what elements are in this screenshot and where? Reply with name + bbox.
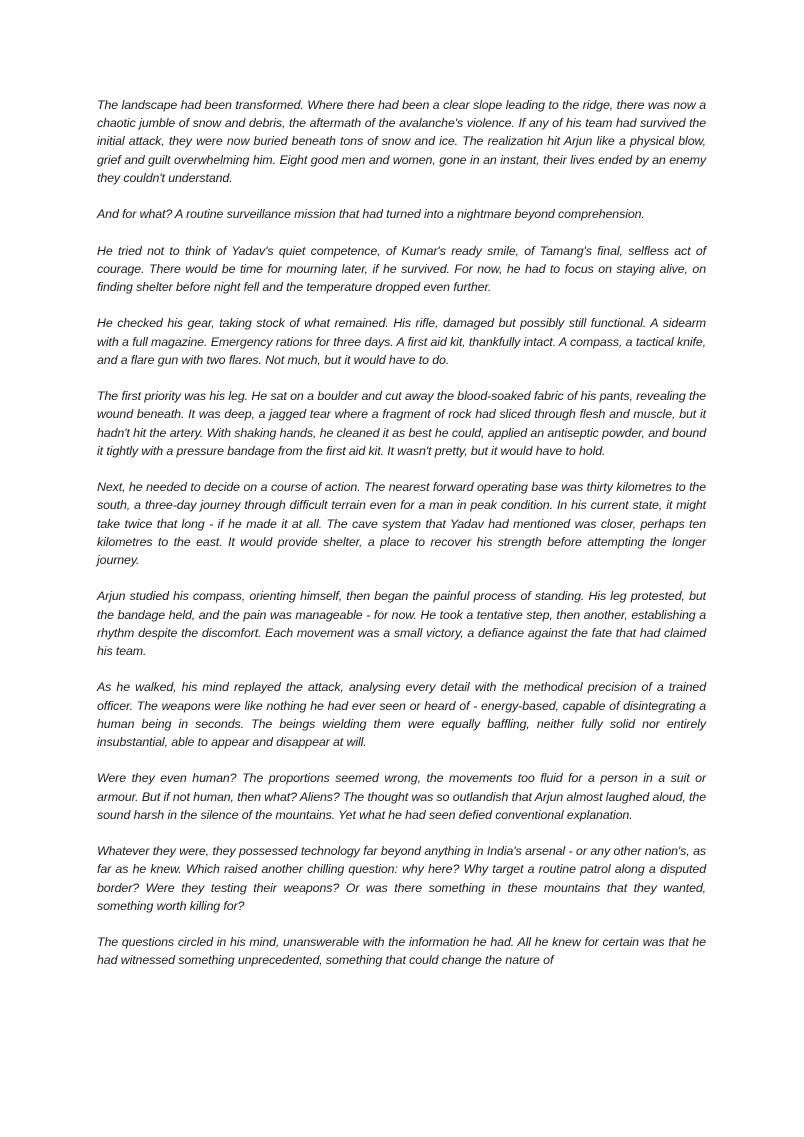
paragraph-6: Next, he needed to decide on a course of action. The nearest forward operating base was thirty kilometres to the south, a three-day journey through difficult terrain even for a man in peak condition. In his current state, it might take twice that long - if he made it at all. The cave system that Yadav had mentioned was closer, perhaps ten kilometres to the east. It would provide shelter, a place to recover his strength before attempting the longer journey. <box>97 480 706 567</box>
paragraph-7: Arjun studied his compass, orienting himself, then began the painful process of standing. His leg protested, but the bandage held, and the pain was manageable - for now. He took a tentative step, then another, establishing a rhythm despite the discomfort. Each movement was a small victory, a defiance against the fate that had claimed his team. <box>97 589 706 658</box>
paragraph-11: The questions circled in his mind, unanswerable with the information he had. All he knew for certain was that he had witnessed something unprecedented, something that could change the nature of <box>97 935 706 968</box>
paragraph-5: The first priority was his leg. He sat on a boulder and cut away the blood-soaked fabric of his pants, revealing the wound beneath. It was deep, a jagged tear where a fragment of rock had sliced through flesh and muscle, but it hadn't hit the artery. With shaking hands, he cleaned it as best he could, applied an antiseptic powder, and bound it tightly with a pressure bandage from the first aid kit. It wasn't pretty, but it would have to hold. <box>97 389 706 458</box>
body-text <box>97 96 706 988</box>
paragraph-4: He checked his gear, taking stock of what remained. His rifle, damaged but possibly still functional. A sidearm with a full magazine. Emergency rations for three days. A first aid kit, thankfully intact. A compass, a tactical knife, and a flare gun with two flares. Not much, but it would have to do. <box>97 316 706 367</box>
paragraph-8: As he walked, his mind replayed the attack, analysing every detail with the methodical precision of a trained officer. The weapons were like nothing he had ever seen or heard of - energy-based, capable of disintegrating a human being in seconds. The beings wielding them were equally baffling, neither fully solid nor entirely insubstantial, able to appear and disappear at will. <box>97 680 706 749</box>
paragraph-1: The landscape had been transformed. Where there had been a clear slope leading to the ridge, there was now a chaotic jumble of snow and debris, the aftermath of the avalanche's violence. If any of his team had survived the initial attack, they were now buried beneath tons of snow and ice. The realization hit Arjun like a physical blow, grief and guilt overwhelming him. Eight good men and women, gone in an instant, their lives ended by an enemy they couldn't understand. <box>97 98 706 185</box>
paragraph-2: And for what? A routine surveillance mission that had turned into a nightmare beyond comprehension. <box>97 207 645 222</box>
paragraph-9: Were they even human? The proportions seemed wrong, the movements too fluid for a person in a suit or armour. But if not human, then what? Aliens? The thought was so outlandish that Arjun almost laughed aloud, the sound harsh in the silence of the mountains. Yet what he had seen defied conventional explanation. <box>97 771 706 822</box>
paragraph-3: He tried not to think of Yadav's quiet competence, of Kumar's ready smile, of Tamang's final, selfless act of courage. There would be time for mourning later, if he survived. For now, he had to focus on staying alive, on finding shelter before night fell and the temperature dropped even further. <box>97 243 706 294</box>
paragraph-10: Whatever they were, they possessed technology far beyond anything in India's arsenal - or any other nation's, as far as he knew. Which raised another chilling question: why here? Why target a routine patrol along a disputed border? Were they testing their weapons? Or was there something in these mountains that they wanted, something worth killing for? <box>97 844 706 913</box>
